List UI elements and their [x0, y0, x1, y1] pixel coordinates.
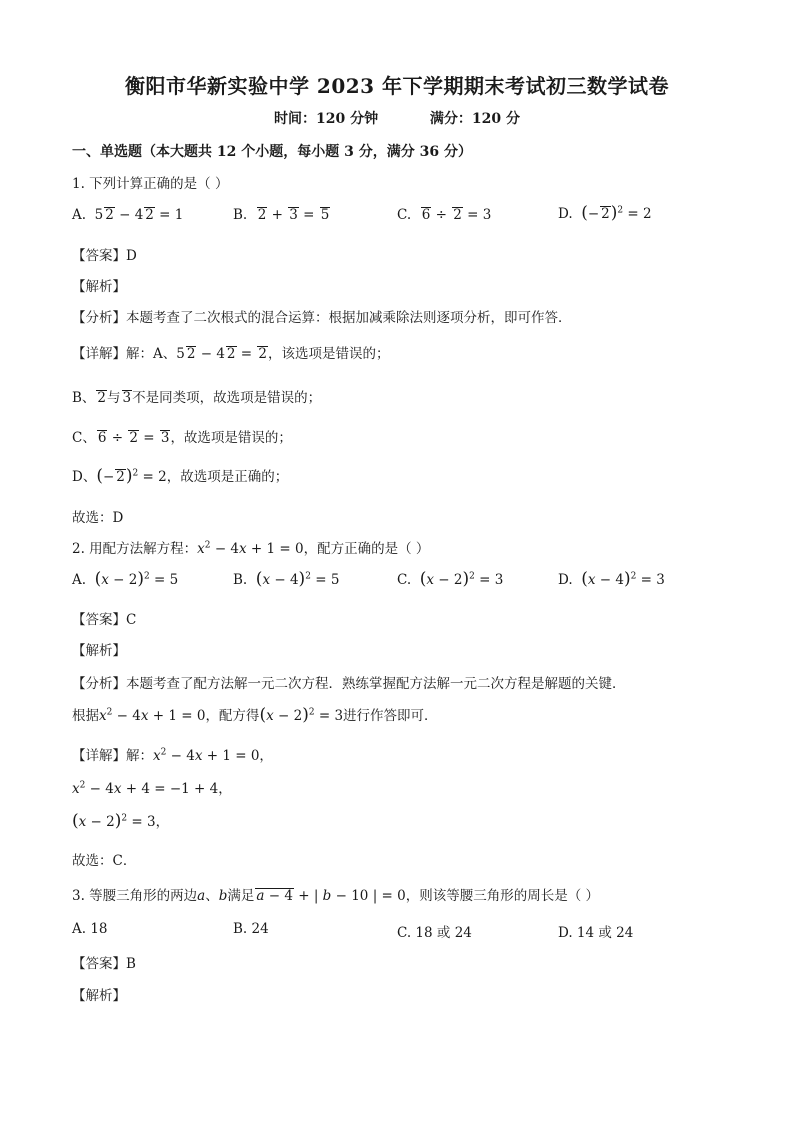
- q3-stem: 3. 等腰三角形的两边a、b满足 a − 4 + | b − 10 | = 0，则该等腰三角形的周长是（ ）: [72, 888, 600, 904]
- q2-choose: 故选：C．: [72, 853, 137, 869]
- q3-option-b: B. 24: [233, 921, 269, 937]
- q1-option-b: B. 2 + 3 = 5: [233, 207, 330, 223]
- q1-option-d: D. (− 2)$^2$ = 2: [558, 203, 652, 223]
- q1-answer: 【答案】D: [72, 248, 137, 264]
- section-heading: 一、单选题（本大题共 12 个小题，每小题 3 分，满分 36 分）: [72, 144, 472, 160]
- q1-detail-b: B、 2与 3不是同类项，故选项是错误的；: [72, 390, 322, 406]
- exam-time: 时间：120 分钟: [274, 111, 379, 127]
- q3-jiexi: 【解析】: [72, 988, 126, 1004]
- q2-detail-2: $x^2 - 4x + 4 = -1 + 4$，: [72, 780, 232, 797]
- exam-info: [0, 108, 794, 128]
- exam-score: 满分：120 分: [429, 111, 520, 127]
- q1-detail-a: 【详解】解：A、5 2 − 4 2 = 2，该选项是错误的；: [72, 346, 390, 362]
- q1-detail-c: C、 6 ÷ 2 = 3，故选项是错误的；: [72, 430, 292, 446]
- q2-option-a: A. $(x - 2)^2 = 5$: [72, 569, 179, 589]
- q1-option-c: C. 6 ÷ 2 = 3: [397, 207, 492, 223]
- q2-detail-3: $(x - 2)^2 = 3$，: [72, 811, 170, 831]
- q1-stem: 1. 下列计算正确的是（ ）: [72, 176, 229, 192]
- q3-option-a: A. 18: [72, 921, 108, 937]
- q1-fenxi: 【分析】本题考查了二次根式的混合运算：根据加减乘除法则逐项分析，即可作答．: [72, 310, 572, 326]
- q2-option-b: B. $(x - 4)^2 = 5$: [233, 569, 340, 589]
- q2-stem: 2. 用配方法解方程：$x^2 - 4x + 1 = 0$，配方正确的是（ ）: [72, 540, 430, 557]
- q3-option-c: C. 18 或 24: [397, 925, 472, 941]
- q2-detail-1: 【详解】解：$x^2 - 4x + 1 = 0$，: [72, 747, 273, 764]
- page-title: 衡阳市华新实验中学 2023 年下学期期末考试初三数学试卷: [124, 74, 670, 98]
- q2-jiexi: 【解析】: [72, 643, 126, 659]
- q1-choose: 故选：D: [72, 510, 124, 526]
- q1-detail-d: D、(− 2)$^2$ = 2，故选项是正确的；: [72, 466, 289, 486]
- q2-answer: 【答案】C: [72, 612, 137, 628]
- q2-fenxi: 【分析】本题考查了配方法解一元二次方程．熟练掌握配方法解一元二次方程是解题的关键．: [72, 676, 626, 692]
- q3-option-d: D. 14 或 24: [558, 925, 634, 941]
- q2-option-d: D. $(x - 4)^2 = 3$: [558, 569, 665, 589]
- q1-option-a: A. 5 2 − 4 2 = 1: [72, 207, 184, 223]
- q1-jiexi: 【解析】: [72, 279, 126, 295]
- q2-basis: 根据$x^2 - 4x + 1 = 0$，配方得$(x - 2)^2 = 3$进行作答即可．: [72, 705, 438, 725]
- q3-answer: 【答案】B: [72, 956, 136, 972]
- q2-option-c: C. $(x - 2)^2 = 3$: [397, 569, 504, 589]
